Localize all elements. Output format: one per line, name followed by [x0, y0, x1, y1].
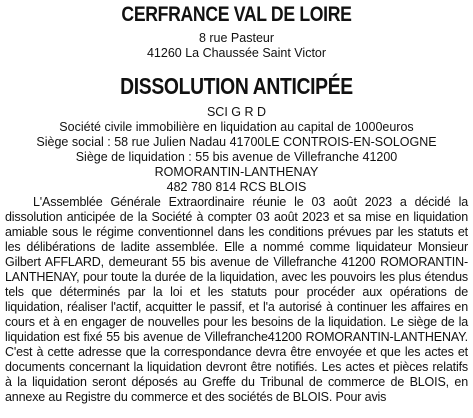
notice-body	[4, 195, 469, 405]
company-registered-office: Siège social : 58 rue Julien Nadau 41700LE CONTROIS-EN-SOLOGNE	[36, 135, 437, 149]
company-name: SCI G R D	[206, 105, 267, 119]
notice-body-text: L'Assemblée Générale Extraordinaire réunie le 03 août 2023 a décidé la dissolution anticipée de la Société à compter 03 août 2023 et sa mise en liquidation amiable sous le régime conventionnel dans les conditions prévues par les statuts et les délibérations de ladite assemblée. Elle a nommé comme liquidateur Monsieur Gilbert AFFLARD, demeurant 55 bis avenue de Villefranche 41200 ROMORANTIN-LANTHENAY, pour toute la durée de la liquidation, avec les pouvoirs les plus étendus tels que déterminés par la loi et les statuts pour procéder aux opérations de liquidation, réaliser l'actif, acquitter le passif, et l'a autorisé à continuer les affaires en cours et à en engager de nouvelles pour les besoins de la liquidation. Le siège de la liquidation est fixé 55 bis avenue de Villefranche41200 ROMORANTIN-LANTHENAY. C'est à cette adresse que la correspondance devra être envoyée et que les actes et documents concernant la liquidation devront être notifiés. Les actes et pièces relatifs à la liquidation seront déposés au Greffe du Tribunal de commerce de BLOIS, en annexe au Registre du commerce et des sociétés de BLOIS. Pour avis	[5, 195, 468, 404]
notice-title: DISSOLUTION ANTICIPÉE	[120, 73, 353, 99]
company-registration: 482 780 814 RCS BLOIS	[166, 180, 307, 194]
firm-name: CERFRANCE VAL DE LOIRE	[121, 3, 352, 26]
firm-address-city: 41260 La Chaussée Saint Victor	[146, 46, 327, 60]
firm-address-street: 8 rue Pasteur	[198, 31, 275, 45]
company-legal-form: Société civile immobilière en liquidation au capital de 1000euros	[59, 120, 414, 134]
company-liquidation-city: ROMORANTIN-LANTHENAY	[154, 165, 319, 179]
company-liquidation-office: Siège de liquidation : 55 bis avenue de Villefranche 41200	[75, 150, 398, 164]
legal-notice	[0, 3, 473, 418]
